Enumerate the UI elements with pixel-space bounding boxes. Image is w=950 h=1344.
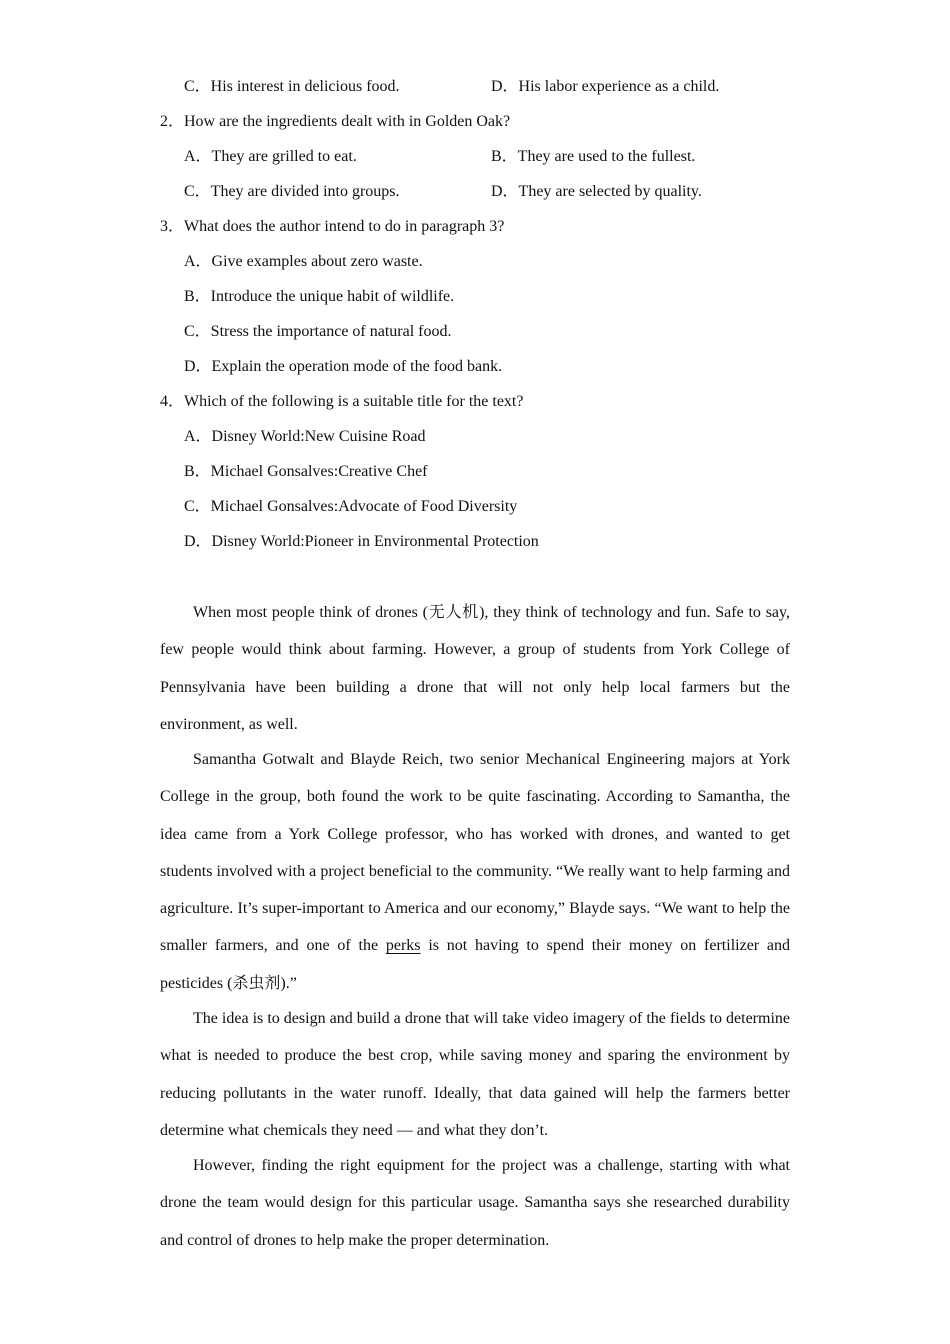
q2-option-a: A．They are grilled to eat. — [184, 148, 357, 165]
q3-option-b: B．Introduce the unique habit of wildlife. — [184, 288, 455, 305]
q4-option-b: B．Michael Gonsalves:Creative Chef — [184, 463, 428, 480]
q4-option-c: C．Michael Gonsalves:Advocate of Food Diversity — [184, 498, 518, 515]
q2-stem: 2．How are the ingredients dealt with in Golden Oak? — [160, 113, 511, 130]
q3-option-d: D．Explain the operation mode of the food bank. — [184, 358, 503, 375]
q1-option-c: C．His interest in delicious food. — [184, 78, 400, 95]
q2-option-d: D．They are selected by quality. — [491, 183, 702, 200]
paragraph-3-text: The idea is to design and build a drone that will take video imagery of the fields to determine what is needed to produce the best crop, while saving money and sparing the environment by reducing pollutants in the water runoff. Ideally, that data gained will help the farmers better determine what chemicals they need — and what they don’t. — [160, 1010, 790, 1139]
passage-paragraph-3 — [160, 1000, 790, 1149]
q1-option-d: D．His labor experience as a child. — [491, 78, 720, 95]
paragraph-2-text-after: is not having to spend their money on fertilizer and pesticides (杀虫剂).” — [160, 937, 791, 992]
paragraph-1-text: When most people think of drones (无人机), they think of technology and fun. Safe to say, few people would think about farming. However, a group of students from York College of Pennsylvania have been building a drone that will not only help local farmers but the environment, as well. — [160, 604, 790, 733]
q4-option-d: D．Disney World:Pioneer in Environmental Protection — [184, 533, 539, 550]
passage-paragraph-4 — [160, 1147, 790, 1259]
paragraph-4-text: However, finding the right equipment for the project was a challenge, starting with what drone the team would design for this particular usage. Samantha says she researched durability and control of drones to help make the proper determination. — [160, 1157, 790, 1249]
paragraph-2-text-before: Samantha Gotwalt and Blayde Reich, two senior Mechanical Engineering majors at York College in the group, both found the work to be quite fascinating. According to Samantha, the idea came from a York College professor, who has worked with drones, and wanted to get students involved with a project beneficial to the community. “We really want to help farming and agriculture. It’s super-important to America and our economy,” Blayde says. “We want to help the smaller farmers, and one of the — [160, 751, 790, 955]
q4-stem: 4．Which of the following is a suitable title for the text? — [160, 393, 524, 410]
passage-paragraph-2 — [160, 741, 790, 1002]
underlined-word-perks: perks — [385, 937, 421, 955]
q2-option-c: C．They are divided into groups. — [184, 183, 400, 200]
q4-option-a: A．Disney World:New Cuisine Road — [184, 428, 426, 445]
q2-option-b: B．They are used to the fullest. — [491, 148, 696, 165]
passage-paragraph-1 — [160, 594, 790, 743]
q3-option-a: A．Give examples about zero waste. — [184, 253, 423, 270]
q3-option-c: C．Stress the importance of natural food. — [184, 323, 452, 340]
q3-stem: 3．What does the author intend to do in paragraph 3? — [160, 218, 505, 235]
